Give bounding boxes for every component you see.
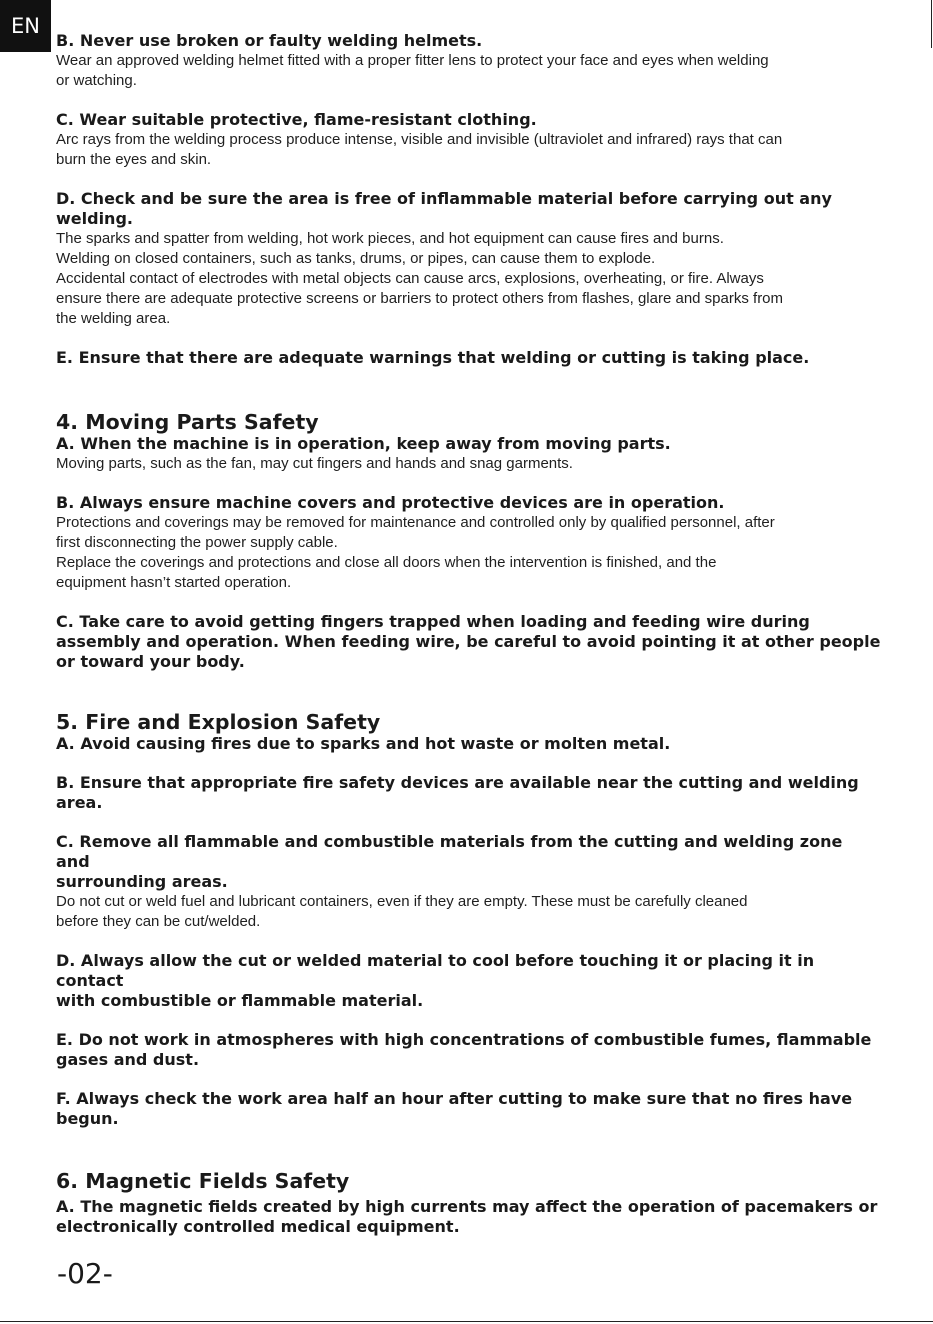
- item-keep-away: [56, 434, 881, 474]
- item-covers: [56, 493, 881, 593]
- section-moving-parts: [56, 410, 881, 672]
- item-text-line: the welding area.: [56, 310, 171, 327]
- item-heading: electronically controlled medical equipment.: [56, 1217, 460, 1236]
- item-check-area: [56, 1089, 881, 1129]
- item-clothing: [56, 110, 881, 170]
- item-helmets: [56, 31, 881, 91]
- item-heading: B. Ensure that appropriate fire safety devices are available near the cutting and welding: [56, 773, 859, 792]
- item-atmospheres: [56, 1030, 881, 1070]
- item-heading: assembly and operation. When feeding wire, be careful to avoid pointing it at other people: [56, 632, 881, 651]
- item-text-line: Do not cut or weld fuel and lubricant containers, even if they are empty. These must be carefully cleaned: [56, 893, 748, 910]
- item-heading: welding.: [56, 209, 133, 228]
- bottom-rule: [0, 1321, 933, 1322]
- item-heading: area.: [56, 793, 103, 812]
- item-text-line: Welding on closed containers, such as tanks, drums, or pipes, can cause them to explode.: [56, 250, 656, 267]
- page-number: -02-: [57, 1257, 113, 1290]
- section-magnetic-fields: [56, 1169, 881, 1237]
- item-inflammable-area: [56, 189, 881, 329]
- item-heading: C. Wear suitable protective, flame-resistant clothing.: [56, 110, 537, 129]
- item-text-line: Accidental contact of electrodes with metal objects can cause arcs, explosions, overheating, or fire. Always: [56, 270, 764, 287]
- item-heading: A. Avoid causing fires due to sparks and hot waste or molten metal.: [56, 734, 671, 753]
- item-text-line: first disconnecting the power supply cable.: [56, 534, 338, 551]
- item-heading: D. Always allow the cut or welded material to cool before touching it or placing it in contact: [56, 951, 815, 990]
- item-text-line: Wear an approved welding helmet fitted with a proper fitter lens to protect your face and eyes when welding: [56, 52, 769, 69]
- item-heading: E. Ensure that there are adequate warnings that welding or cutting is taking place.: [56, 348, 810, 367]
- page-content: [56, 31, 881, 1256]
- item-warnings: [56, 348, 881, 368]
- item-fire-devices: [56, 773, 881, 813]
- item-text-line: Arc rays from the welding process produce intense, visible and invisible (ultraviolet and infrared) rays that can: [56, 131, 783, 148]
- section-title: 6. Magnetic Fields Safety: [56, 1169, 350, 1193]
- item-heading: F. Always check the work area half an hour after cutting to make sure that no fires have: [56, 1089, 853, 1108]
- item-heading: E. Do not work in atmospheres with high concentrations of combustible fumes, flammable: [56, 1030, 872, 1049]
- item-heading: A. When the machine is in operation, keep away from moving parts.: [56, 434, 671, 453]
- item-text-line: before they can be cut/welded.: [56, 913, 261, 930]
- item-text-line: The sparks and spatter from welding, hot work pieces, and hot equipment can cause fires and burns.: [56, 230, 724, 247]
- item-heading: A. The magnetic fields created by high currents may affect the operation of pacemakers or: [56, 1197, 878, 1216]
- item-cool-material: [56, 951, 881, 1011]
- right-margin-rule: [931, 0, 932, 48]
- item-heading: gases and dust.: [56, 1050, 200, 1069]
- section-title: 4. Moving Parts Safety: [56, 410, 319, 434]
- item-pacemakers: [56, 1197, 881, 1237]
- item-heading: B. Always ensure machine covers and protective devices are in operation.: [56, 493, 725, 512]
- item-text-line: burn the eyes and skin.: [56, 151, 212, 168]
- item-text-line: or watching.: [56, 72, 137, 89]
- item-heading: or toward your body.: [56, 652, 245, 671]
- item-heading: with combustible or flammable material.: [56, 991, 424, 1010]
- item-heading: begun.: [56, 1109, 119, 1128]
- item-fingers: [56, 612, 881, 672]
- item-remove-flammables: [56, 832, 881, 932]
- item-text-line: equipment hasn’t started operation.: [56, 574, 292, 591]
- item-heading: B. Never use broken or faulty welding helmets.: [56, 31, 483, 50]
- item-text-line: Moving parts, such as the fan, may cut fingers and hands and snag garments.: [56, 455, 573, 472]
- section-title: 5. Fire and Explosion Safety: [56, 710, 381, 734]
- section-fire-explosion: [56, 710, 881, 1129]
- item-heading: D. Check and be sure the area is free of inflammable material before carrying out any: [56, 189, 832, 208]
- item-heading: C. Remove all flammable and combustible materials from the cutting and welding zone and: [56, 832, 843, 871]
- item-text-line: Replace the coverings and protections and close all doors when the intervention is finished, and the: [56, 554, 717, 571]
- item-heading: C. Take care to avoid getting fingers trapped when loading and feeding wire during: [56, 612, 810, 631]
- item-avoid-fires: [56, 734, 881, 754]
- item-text-line: Protections and coverings may be removed for maintenance and controlled only by qualified personnel, after: [56, 514, 775, 531]
- item-heading: surrounding areas.: [56, 872, 228, 891]
- language-tab: EN: [0, 0, 51, 52]
- item-text-line: ensure there are adequate protective screens or barriers to protect others from flashes, glare and sparks from: [56, 290, 784, 307]
